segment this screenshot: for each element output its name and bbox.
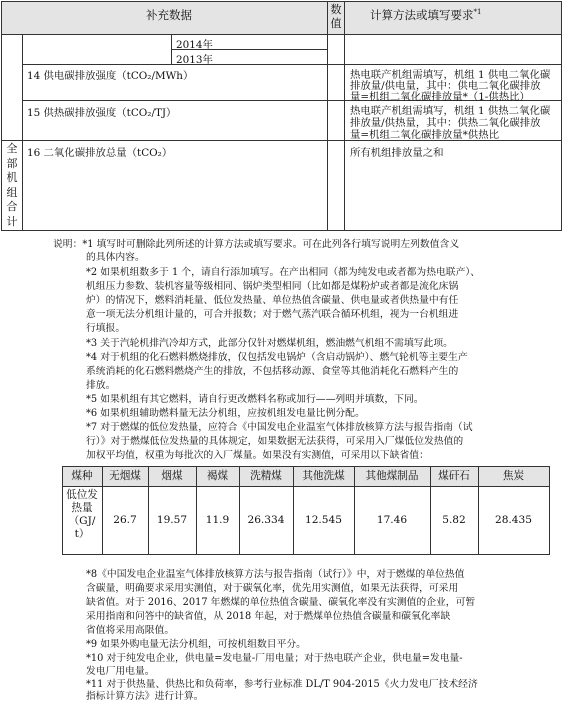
note-line: 加权平均值，权重为每批次的入厂煤量。如果没有实测值，可采用以下缺省值： [86, 450, 429, 461]
coal-value-lignite: 11.9 [205, 514, 230, 526]
row-14-method-3: 量=机组二氧化碳排放量*（1-供热比） [350, 91, 530, 103]
coal-header-anthracite: 无烟煤 [109, 470, 141, 482]
header-value: 数值 [330, 3, 342, 30]
note-line: 含碳量，明确要求采用实测值，对于碳氧化率，优先用实测值，如果无法获得，可采用 [86, 583, 459, 594]
note-line: *5 如果机组有其它燃料，请自行更改燃料名称或加行——列明并填数，下同。 [86, 394, 424, 405]
row-16-label: 16 二氧化碳排放总量（tCO₂） [27, 147, 173, 159]
note-line: *7 对于燃煤的低位发热量，应符合《中国发电企业温室气体排放核算方法与报告指南（试 [86, 422, 473, 433]
row-15-method-1: 热电联产机组需填写，机组 1 供热二氧化碳 [350, 105, 551, 117]
note-line: 意一项无法分机组计量的，可合并报数；对于燃气蒸汽联合循环机组，视为一台机组进 [86, 309, 459, 320]
coal-value-bituminous: 19.57 [156, 514, 188, 526]
note-line: *4 对于机组的化石燃料燃烧排放，仅包括发电锅炉（含启动锅炉）、燃气轮机等主要生产 [86, 352, 468, 363]
row-14-label: 14 供电碳排放强度（tCO₂/MWh） [27, 70, 194, 82]
note-line: 的具体内容。 [86, 252, 145, 263]
row-14-method-2: 排放量/供电量，其中：供电二氧化碳排放 [350, 80, 541, 92]
side-label-all-units: 全部机组合计 [6, 142, 18, 228]
note-line: 行填报。 [86, 323, 126, 334]
note-line: 机组压力参数、装机容量等级相同、锅炉类型相同（比如都是煤粉炉或者都是流化床锅 [86, 281, 459, 292]
note-line: *8《中国发电企业温室气体排放核算方法与报告指南（试行）》中，对于燃煤的单位热值 [86, 569, 465, 580]
year-2013: 2013年 [176, 54, 213, 66]
note-line: 采用指南和问答中的缺省值，从 2018 年起，对于燃煤单位热值含碳量和碳氧化率缺 [86, 611, 451, 622]
note-line: *9 如果外购电量无法分机组，可按机组数目平分。 [86, 639, 306, 650]
coal-value-coke: 28.435 [494, 514, 533, 526]
note-line: 缺省值。对于 2016、2017 年燃煤的单位热值含碳量、碳氧化率没有实测值的企业，可暂 [86, 597, 476, 608]
note-line: 排放。 [86, 380, 116, 391]
note-line: *11 对于供热量、供热比和负荷率，参考行业标准 DL/T 904-2015《火力发电厂技术经济 [86, 679, 478, 690]
row-15-label: 15 供热碳排放强度（tCO₂/TJ） [27, 107, 177, 119]
coal-header-coke: 焦炭 [502, 470, 525, 482]
year-2014: 2014年 [176, 39, 213, 51]
note-line: 炉）的情况下，燃料消耗量、低位发热量、单位热值含碳量、供电量或者供热量中有任 [86, 295, 459, 306]
note-line: *2 如果机组数多于 1 个，请自行添加填写。在产出相同（都为纯发电或者都为热电联产）、 [86, 267, 481, 278]
note-line: 发电厂用电量。 [86, 666, 155, 677]
coal-value-washed: 26.334 [247, 514, 285, 526]
coal-value-other-products: 17.46 [376, 514, 408, 526]
row-16-method-1: 所有机组排放量之和 [350, 147, 444, 159]
row-14-method-1: 热电联产机组需填写，机组 1 供电二氧化碳 [350, 69, 551, 81]
coal-header-lignite: 褐煤 [206, 470, 229, 482]
row-15-method-2: 排放量/供热量，其中：供热二氧化碳排放 [350, 117, 541, 129]
coal-header-type: 煤种 [71, 470, 93, 482]
coal-header-washed: 洗精煤 [250, 470, 282, 482]
coal-value-other-washed: 12.545 [304, 514, 343, 526]
coal-header-bituminous: 烟煤 [161, 470, 183, 482]
note-line: 指标计算方法》进行计算。 [86, 691, 204, 702]
header-method: 计算方法或填写要求$^{*1}$ [370, 8, 482, 22]
coal-value-anthracite: 26.7 [113, 514, 137, 526]
note-line: *3 关于汽轮机排汽冷却方式，此部分仅针对燃煤机组，燃油燃气机组不需填写此项。 [86, 338, 453, 349]
note-line: *6 如果机组辅助燃料量无法分机组，应按机组发电量比例分配。 [86, 408, 365, 419]
coal-header-gangue: 煤矸石 [438, 470, 470, 482]
coal-header-other-products: 其他煤制品 [365, 470, 419, 482]
note-line: 系统消耗的化石燃料燃烧产生的排放，不包括移动源、食堂等其他消耗化石燃料产生的 [86, 366, 459, 377]
coal-header-other-washed: 其他洗煤 [302, 470, 345, 482]
note-line: 行）》对于燃煤低位发热量的具体规定，如果数据无法获得，可采用入厂煤低位发热值的 [86, 436, 464, 447]
note-line: *10 对于纯发电企业，供电量=发电量-厂用电量；对于热电联产企业，供电量=发电量- [86, 653, 463, 664]
coal-row-label: 低位发热量（GJ/t） [66, 489, 98, 540]
note-line: 说明：*1 填写时可删除此列所述的计算方法或填写要求。可在此列各行填写说明左列数值含义 [53, 239, 460, 250]
header-supplement-data: 补充数据 [146, 8, 192, 22]
coal-value-gangue: 5.82 [442, 514, 466, 526]
row-15-method-3: 量=机组二氧化碳排放量*供热比 [350, 129, 499, 141]
note-line: 省值将采用高限值。 [86, 625, 175, 636]
